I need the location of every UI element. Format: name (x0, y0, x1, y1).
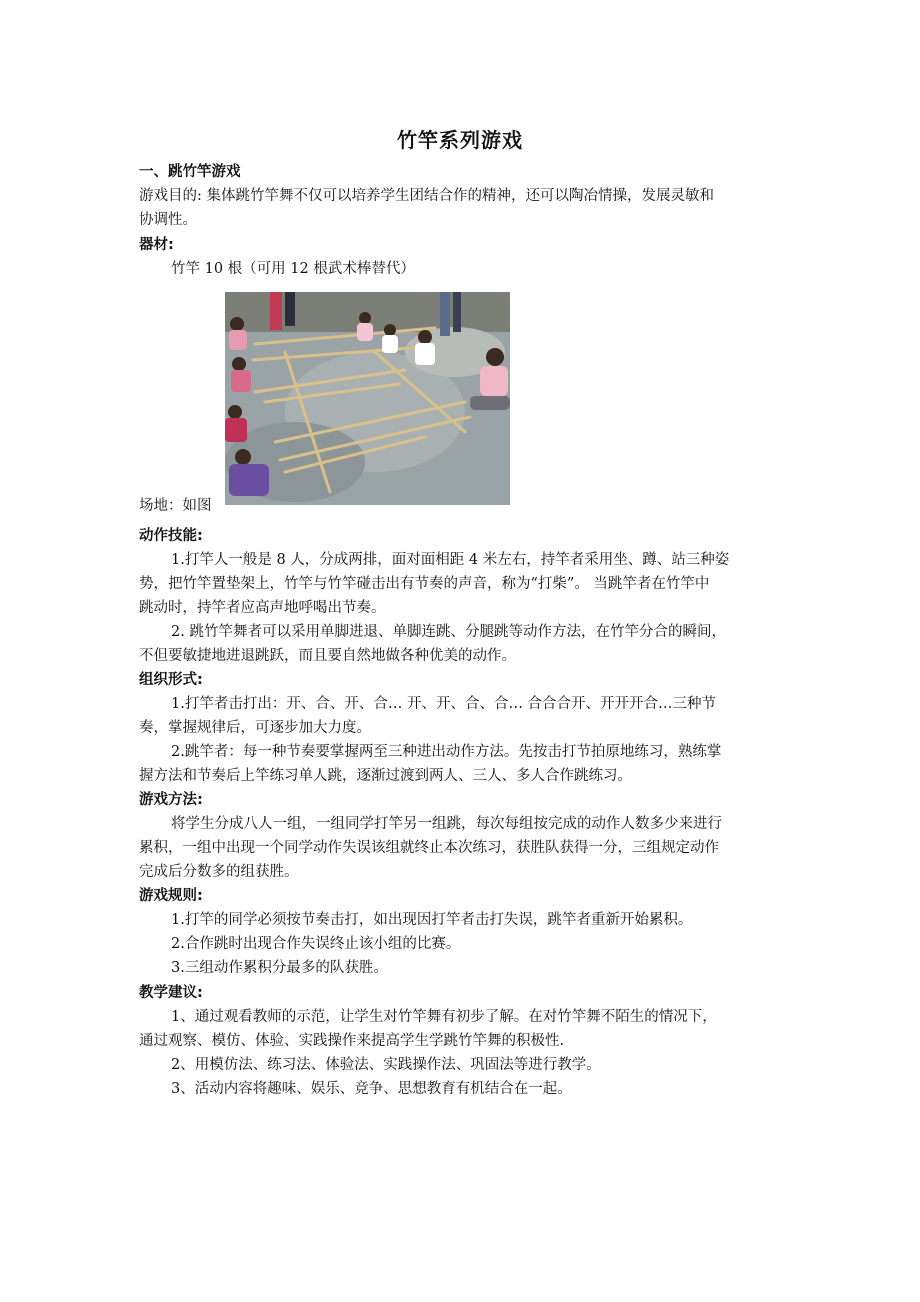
paragraph-line: 1.打竿的同学必须按节奏击打，如出现因打竿者击打失误，跳竿者重新开始累积。 (171, 912, 693, 928)
paragraph-line: 2.合作跳时出现合作失误终止该小组的比赛。 (171, 936, 461, 952)
paragraph-line: 场地：如图 (139, 498, 212, 514)
paragraph-line: 势，把竹竿置垫架上，竹竿与竹竿碰击出有节奏的声音，称为“打柴”。 当跳竿者在竹竿中 (139, 576, 710, 592)
paragraph-line: 1.打竿人一般是 8 人，分成两排，面对面相距 4 米左右，持竿者采用坐、蹲、站三种姿 (171, 552, 730, 568)
paragraph-line: 2.跳竿者：每一种节奏要掌握两至三种进出动作方法。先按击打节拍原地练习，熟练掌 (171, 744, 722, 760)
section-heading: 游戏规则: (139, 888, 203, 904)
paragraph-line: 3、活动内容将趣味、娱乐、竞争、思想教育有机结合在一起。 (171, 1081, 572, 1097)
bamboo-dance-photo (225, 292, 510, 505)
paragraph-line: 完成后分数多的组获胜。 (139, 864, 299, 880)
section-heading: 教学建议: (139, 985, 203, 1001)
paragraph-line: 奏，掌握规律后，可逐步加大力度。 (139, 720, 371, 736)
paragraph-line: 3.三组动作累积分最多的队获胜。 (171, 960, 388, 976)
paragraph-line: 2. 跳竹竿舞者可以采用单脚进退、单脚连跳、分腿跳等动作方法，在竹竿分合的瞬间， (171, 624, 726, 640)
paragraph-line: 1.打竿者击打出：开、合、开、合… 开、开、合、合… 合合合开、开开开合…三种节 (171, 696, 717, 712)
section-heading: 动作技能: (139, 528, 203, 544)
paragraph-line: 累积，一组中出现一个同学动作失误该组就终止本次练习，获胜队获得一分，三组规定动作 (139, 840, 719, 856)
field-heading-equipment: 器材: (139, 237, 174, 253)
document-title: 竹竿系列游戏 (397, 128, 523, 152)
paragraph-line: 1、通过观看教师的示范，让学生对竹竿舞有初步了解。在对竹竿舞不陌生的情况下， (171, 1009, 717, 1025)
paragraph-line: 游戏目的: 集体跳竹竿舞不仅可以培养学生团结合作的精神，还可以陶冶情操，发展灵敏和 (139, 188, 714, 204)
paragraph-line: 将学生分成八人一组，一组同学打竿另一组跳，每次每组按完成的动作人数多少来进行 (171, 816, 722, 832)
paragraph-line: 通过观察、模仿、体验、实践操作来提高学生学跳竹竿舞的积极性. (139, 1033, 565, 1049)
paragraph-line: 协调性。 (139, 212, 197, 228)
section-heading: 一、跳竹竿游戏 (139, 164, 241, 180)
photo-illustration (225, 292, 510, 505)
paragraph-line: 2、用模仿法、练习法、体验法、实践操作法、巩固法等进行教学。 (171, 1057, 601, 1073)
paragraph-line: 跳动时，持竿者应高声地呼喝出节奏。 (139, 600, 386, 616)
paragraph-line: 竹竿 10 根（可用 12 根武术棒替代） (171, 261, 415, 277)
section-heading: 组织形式: (139, 672, 203, 688)
paragraph-line: 不但要敏捷地进退跳跃，而且要自然地做各种优美的动作。 (139, 648, 516, 664)
paragraph-line: 握方法和节奏后上竿练习单人跳，逐渐过渡到两人、三人、多人合作跳练习。 (139, 768, 632, 784)
section-heading: 游戏方法: (139, 792, 203, 808)
